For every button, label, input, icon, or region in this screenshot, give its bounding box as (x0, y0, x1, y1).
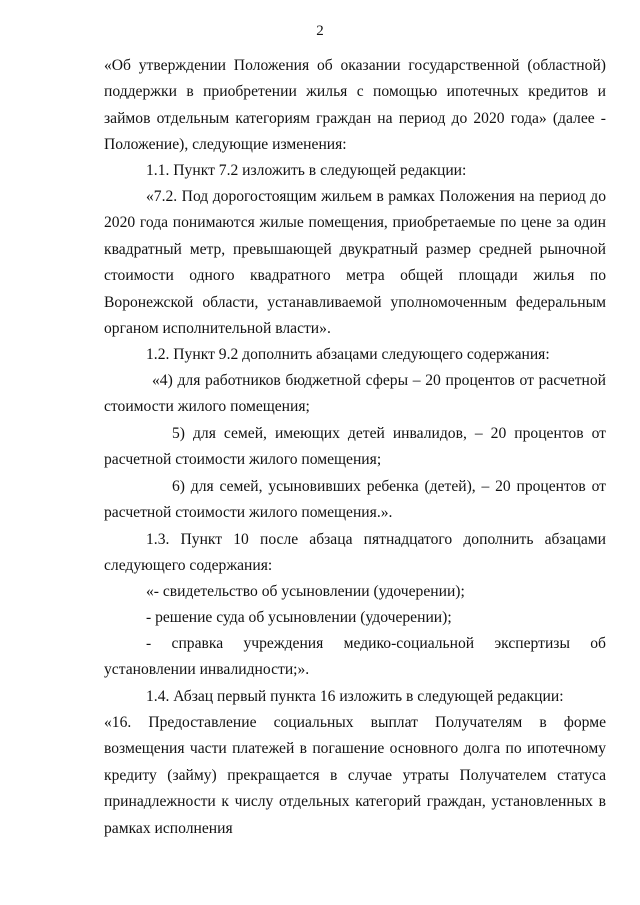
paragraph-1-4: 1.4. Абзац первый пункта 16 изложить в следующей редакции: (146, 688, 564, 705)
list-item-court-decision: - решение суда об усыновлении (удочерении); (146, 609, 452, 626)
paragraph-item-6: 6) для семей, усыновивших ребенка (детей), – 20 процентов от расчетной стоимости жилого помещения.». (104, 478, 606, 522)
paragraph-1-1: 1.1. Пункт 7.2 изложить в следующей редакции: (146, 162, 467, 179)
page-number: 2 (316, 23, 324, 39)
list-item-adoption-certificate: «- свидетельство об усыновлении (удочерении); (146, 583, 465, 600)
paragraph-item-5: 5) для семей, имеющих детей инвалидов, – 20 процентов от расчетной стоимости жилого помещения; (104, 425, 606, 469)
paragraph-1-2: 1.2. Пункт 9.2 дополнить абзацами следующего содержания: (146, 346, 550, 363)
list-item-disability-certificate: - справка учреждения медико-социальной экспертизы об установлении инвалидности;». (104, 635, 606, 679)
paragraph-7-2: «7.2. Под дорогостоящим жильем в рамках Положения на период до 2020 года понимаются жилые помещения, приобретаемые по цене за один квадратный метр, превышающей двукратный размер средней рыночной стоимости одного квадратного метра общей площади жилья по Воронежской области, устанавливаемой уполномоченным федеральным органом исполнительной власти». (104, 188, 606, 338)
paragraph-1-3: 1.3. Пункт 10 после абзаца пятнадцатого дополнить абзацами следующего содержания: (104, 531, 606, 575)
paragraph-item-4: «4) для работников бюджетной сферы – 20 процентов от расчетной стоимости жилого помещения; (104, 372, 606, 416)
paragraph-intro: «Об утверждении Положения об оказании государственной (областной) поддержки в приобретении жилья с помощью ипотечных кредитов и займов отдельным категориям граждан на период до 2020 года» (далее - Положение), следующие изменения: (104, 57, 606, 154)
paragraph-16: «16. Предоставление социальных выплат Получателям в форме возмещения части платежей в погашение основного долга по ипотечному кредиту (займу) прекращается в случае утраты Получателем статуса принадлежности к числу отдельных категорий граждан, установленных в рамках исполнения (104, 714, 606, 837)
